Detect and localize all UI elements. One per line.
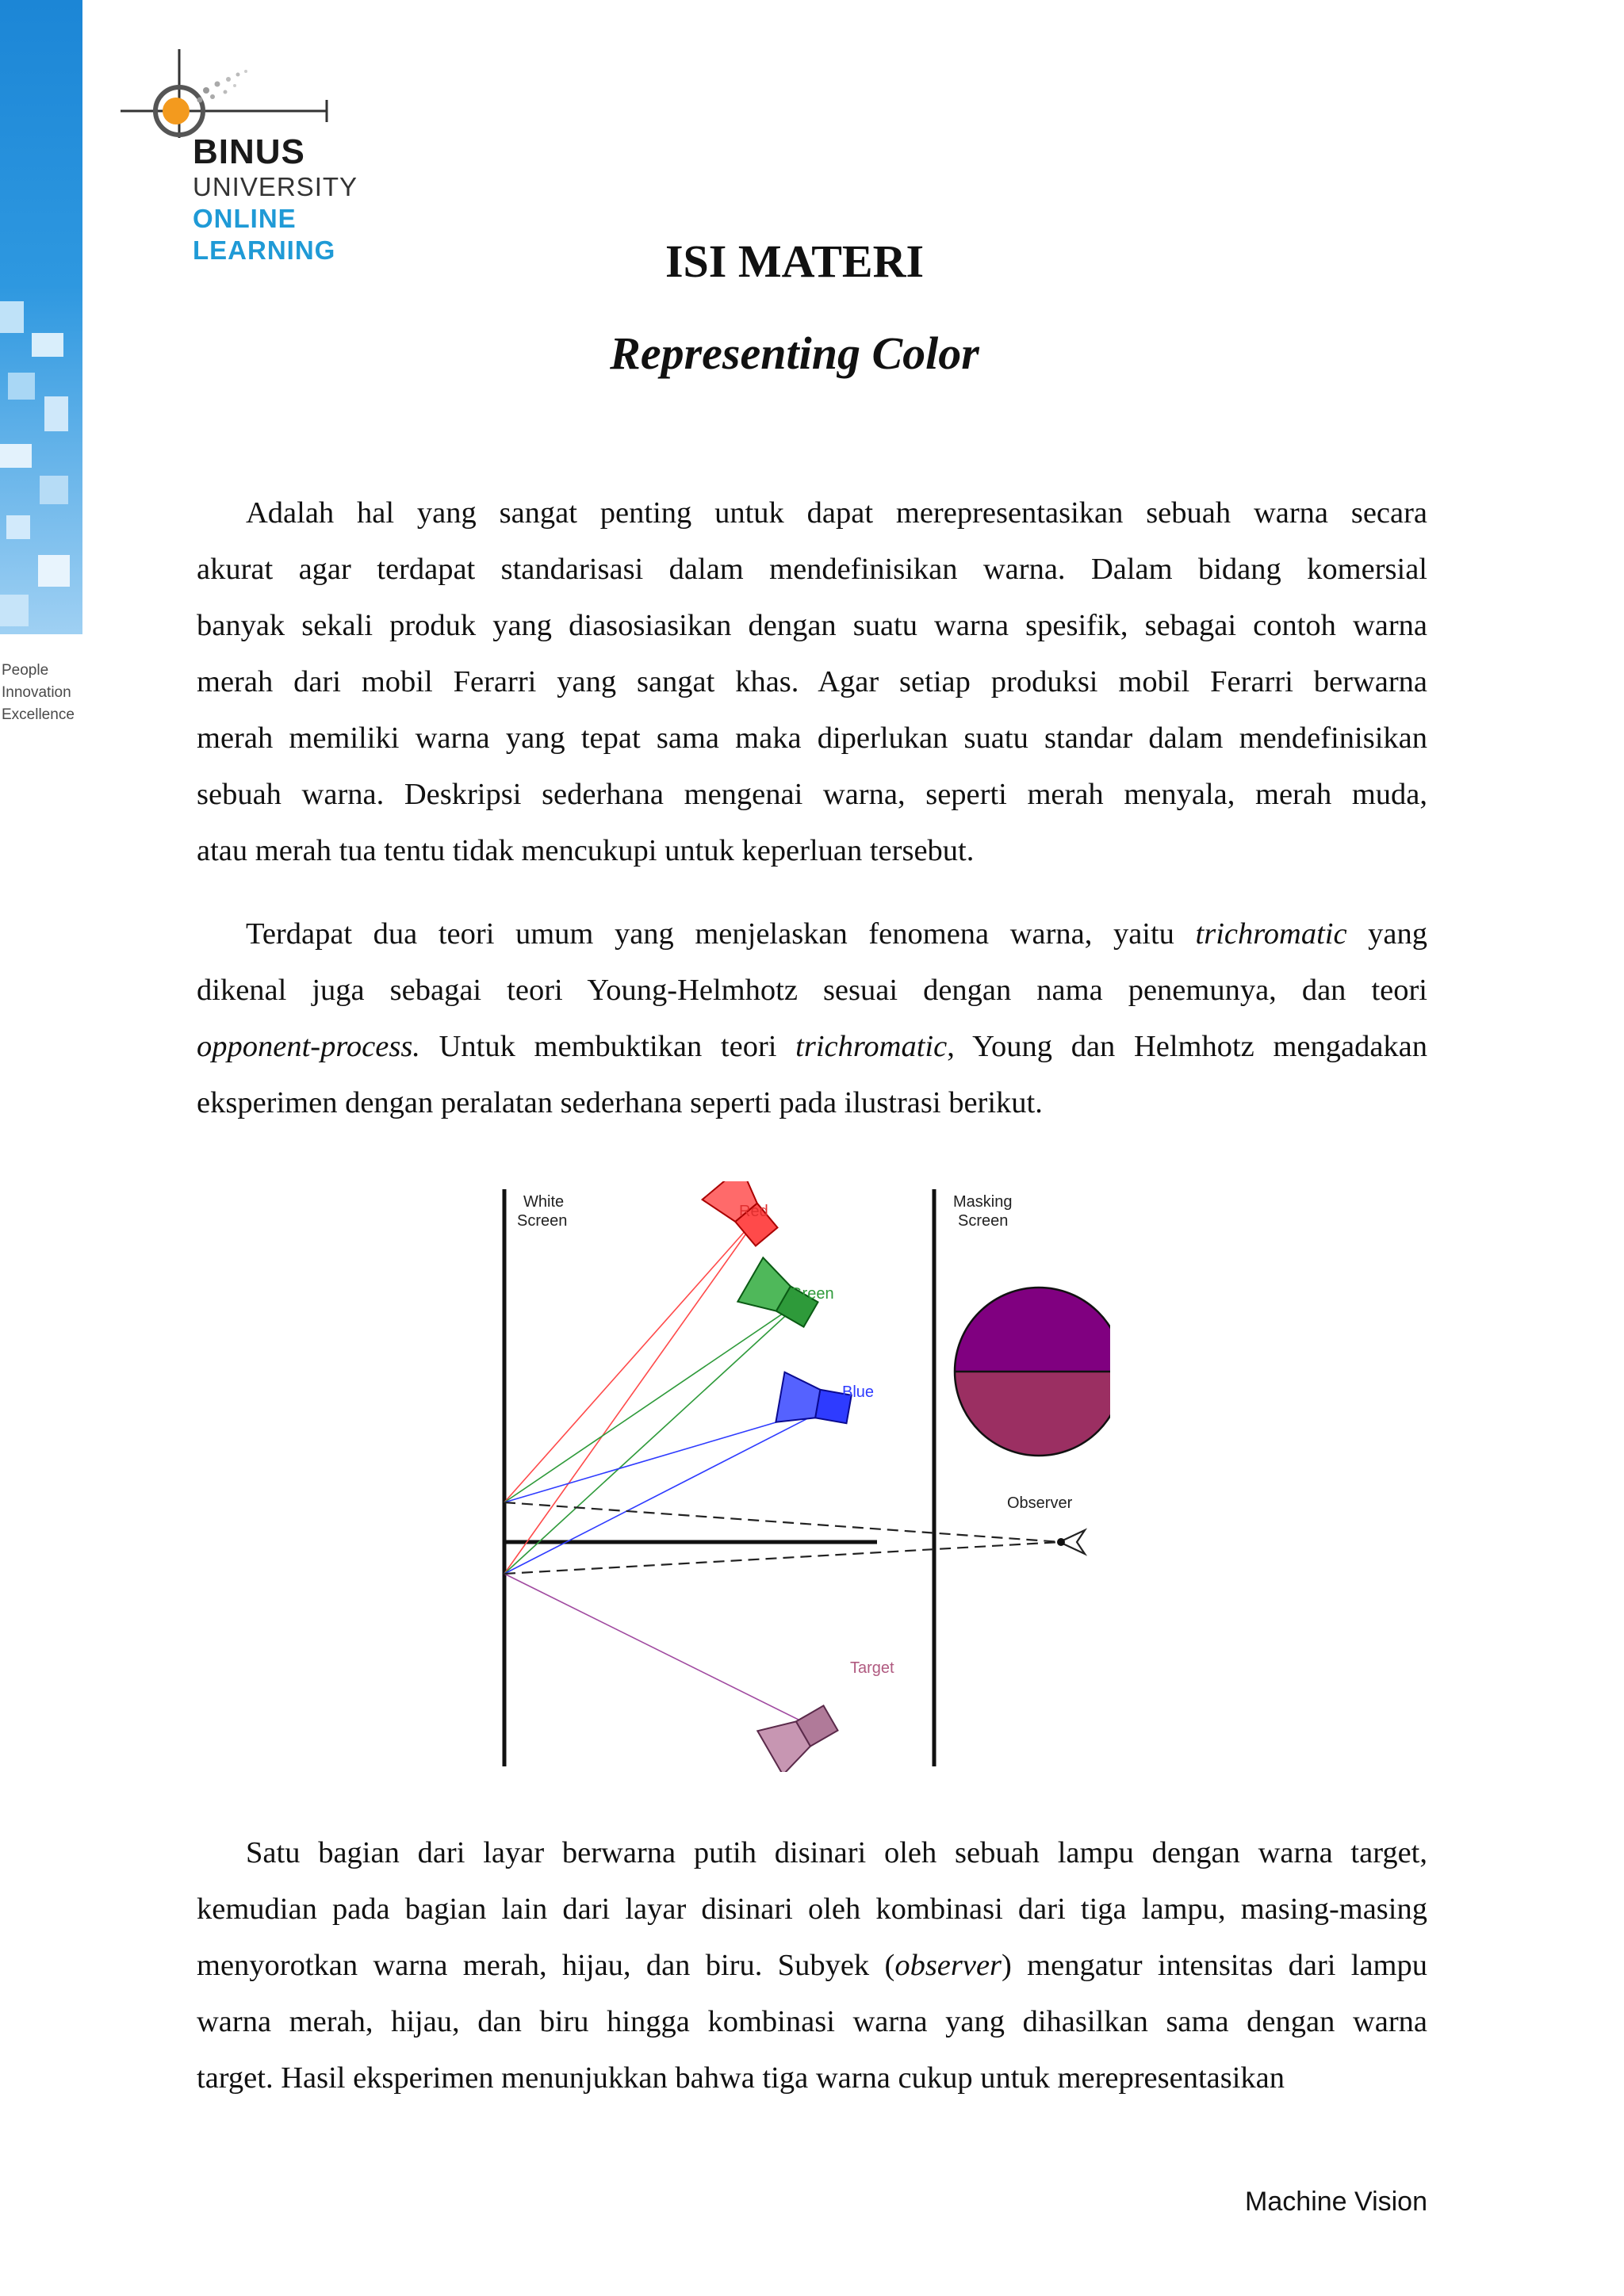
p2-line: dikenal juga sebagai teori Young-Helmhotz sesuai dengan nama penemunya, dan teori xyxy=(197,974,1427,1007)
logo-university: UNIVERSITY xyxy=(193,172,358,201)
label-white-screen-2: Screen xyxy=(517,1212,568,1230)
red-ray xyxy=(504,1215,760,1502)
p3-line: warna merah, hijau, dan biru hingga kombinasi warna yang dihasilkan sama dengan warna xyxy=(197,2005,1427,2038)
logo-learning: LEARNING xyxy=(193,235,336,265)
term-observer: observer xyxy=(894,1949,1002,1982)
label-blue: Blue xyxy=(842,1383,875,1401)
p2-line: Terdapat dua teori umum yang menjelaskan fenomena warna, yaitu trichromatic yang xyxy=(246,917,1427,951)
p3-line: target. Hasil eksperimen menunjukkan bahwa tiga warna cukup untuk merepresentasikan xyxy=(197,2061,1285,2095)
p3-line: menyorotkan warna merah, hijau, dan biru. Subyek (observer) mengatur intensitas dari lampu xyxy=(197,1949,1427,1982)
paragraph-1 xyxy=(197,485,1427,879)
page-subtitle: Representing Color xyxy=(610,327,979,379)
blue-ray xyxy=(504,1406,833,1574)
paragraph-2 xyxy=(197,906,1427,1131)
color-match-circle xyxy=(955,1288,1110,1456)
logo-binus: BINUS xyxy=(193,132,305,171)
blue-lamp xyxy=(776,1372,853,1434)
decorative-side-strip xyxy=(0,0,82,634)
p1-line: sebuah warna. Deskripsi sederhana mengenai warna, seperti merah menyala, merah muda, xyxy=(197,778,1427,811)
target-lamp xyxy=(757,1696,843,1772)
logo-online: ONLINE xyxy=(193,204,297,233)
term-trichromatic: trichromatic xyxy=(795,1030,948,1063)
sight-line xyxy=(504,1542,1061,1574)
experiment-illustration xyxy=(492,1181,1110,1772)
p1-line: Adalah hal yang sangat penting untuk dapat merepresentasikan sebuah warna secara xyxy=(246,496,1427,530)
tagline xyxy=(2,660,75,726)
target-ray xyxy=(504,1574,813,1727)
eye-icon xyxy=(1057,1530,1085,1554)
p1-line: banyak sekali produk yang diasosiasikan dengan suatu warna spesifik, sebagai contoh warna xyxy=(197,609,1427,642)
label-masking-screen-1: Masking xyxy=(953,1193,1013,1211)
page-title: ISI MATERI xyxy=(665,235,925,287)
label-observer: Observer xyxy=(1007,1494,1073,1512)
green-ray xyxy=(504,1300,802,1502)
p1-line: merah memiliki warna yang tepat sama maka diperlukan suatu standar dalam mendefinisikan xyxy=(197,721,1427,755)
paragraph-3 xyxy=(197,1825,1427,2107)
p1-line: atau merah tua tentu tidak mencukupi untuk keperluan tersebut. xyxy=(197,834,975,867)
p2-line: opponent-process. Untuk membuktikan teori trichromatic, Young dan Helmhotz mengadakan xyxy=(197,1030,1427,1063)
sight-line xyxy=(504,1502,1061,1542)
tagline-excellence: Excellence xyxy=(2,706,75,723)
p2-line: eksperimen dengan peralatan sederhana seperti pada ilustrasi berikut. xyxy=(197,1086,1043,1119)
label-masking-screen-2: Screen xyxy=(958,1212,1009,1230)
logo-crosshair-icon xyxy=(111,44,365,140)
p1-line: akurat agar terdapat standarisasi dalam mendefinisikan warna. Dalam bidang komersial xyxy=(197,553,1427,586)
label-target: Target xyxy=(850,1659,894,1677)
footer-course-name: Machine Vision xyxy=(1245,2187,1427,2217)
term-trichromatic: trichromatic xyxy=(1195,917,1347,951)
green-ray xyxy=(504,1300,802,1574)
p3-line: Satu bagian dari layar berwarna putih disinari oleh sebuah lampu dengan warna target, xyxy=(246,1836,1427,1869)
label-green: Green xyxy=(790,1285,834,1303)
term-opponent-process: opponent-process. xyxy=(197,1030,420,1063)
p3-line: kemudian pada bagian lain dari layar disinari oleh kombinasi dari tiga lampu, masing-masing xyxy=(197,1892,1427,1926)
tagline-innovation: Innovation xyxy=(2,684,71,701)
label-red: Red xyxy=(739,1203,768,1220)
p1-line: merah dari mobil Ferarri yang sangat khas. Agar setiap produksi mobil Ferarri berwarna xyxy=(197,665,1427,698)
label-white-screen-1: White xyxy=(523,1193,565,1211)
red-ray xyxy=(504,1215,760,1574)
tagline-people: People xyxy=(2,662,49,679)
